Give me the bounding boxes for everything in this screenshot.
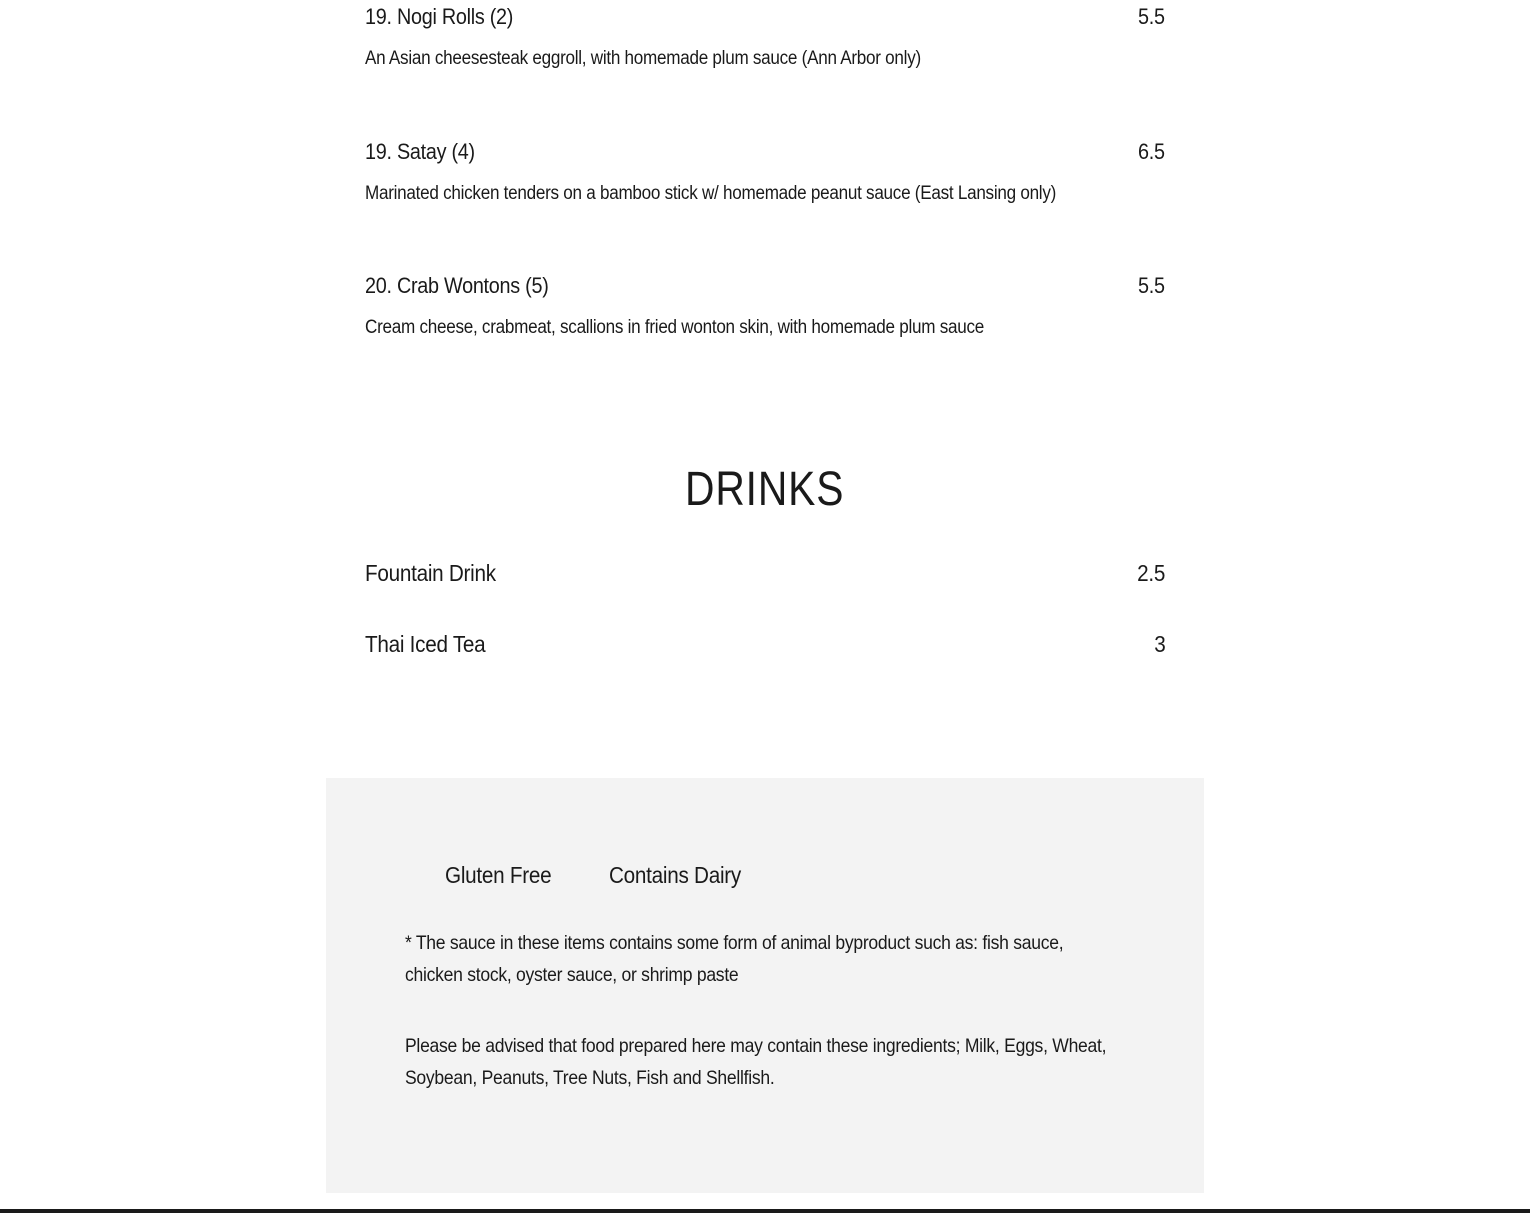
drinks-title-text: DRINKS (685, 463, 845, 516)
menu-item-satay (365, 139, 1165, 205)
bottom-divider (0, 1209, 1530, 1213)
menu-item-price: 5.5 (1138, 4, 1165, 29)
drinks-section-title (0, 462, 1530, 517)
menu-item-name: 19. Satay (4) (365, 139, 475, 164)
drink-price: 3 (1153, 631, 1165, 657)
menu-item-price: 6.5 (1138, 139, 1165, 164)
drink-item-fountain (365, 560, 1165, 587)
menu-item-description: Marinated chicken tenders on a bamboo stick w/ homemade peanut sauce (East Lansing only) (365, 183, 1057, 204)
drink-name: Thai Iced Tea (365, 631, 486, 657)
drink-price: 2.5 (1137, 560, 1165, 586)
menu-item-price: 5.5 (1138, 273, 1165, 298)
menu-item-description: Cream cheese, crabmeat, scallions in fried wonton skin, with homemade plum sauce (365, 317, 985, 338)
dietary-info-panel (326, 778, 1204, 1193)
sauce-note: * The sauce in these items contains some form of animal byproduct such as: fish sauce, chicken stock, oyster sauce, or shrimp paste (405, 932, 1064, 986)
drink-item-thai-iced-tea (365, 631, 1165, 658)
menu-item-header (365, 139, 1165, 165)
dietary-legend (445, 862, 756, 889)
menu-item-crab-wontons (365, 273, 1165, 339)
menu-item-name: 19. Nogi Rolls (2) (365, 4, 514, 29)
drink-name: Fountain Drink (365, 560, 496, 586)
menu-item-header (365, 273, 1165, 299)
menu-item-description: An Asian cheesesteak eggroll, with homemade plum sauce (Ann Arbor only) (365, 48, 921, 69)
legend-gluten-free: Gluten Free (445, 862, 552, 888)
menu-item-name: 20. Crab Wontons (5) (365, 273, 549, 298)
allergen-note: Please be advised that food prepared here may contain these ingredients; Milk, Eggs, Wheat, Soybean, Peanuts, Tree Nuts, Fish and Shellfish. (405, 1035, 1107, 1089)
legend-contains-dairy: Contains Dairy (609, 862, 741, 888)
menu-item-header (365, 4, 1165, 30)
menu-item-nogi-rolls (365, 4, 1165, 70)
